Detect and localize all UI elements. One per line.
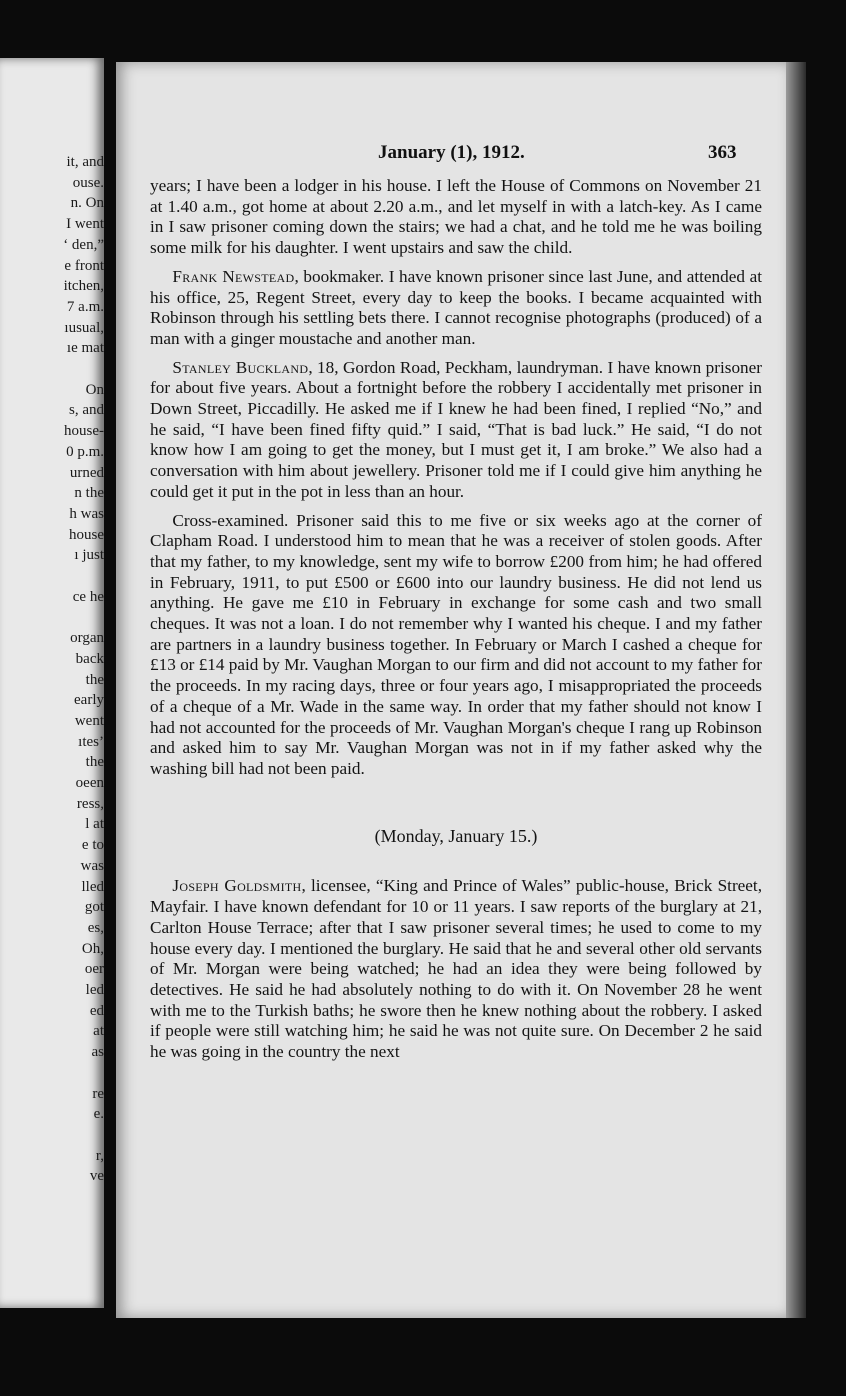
left-page-fragment: led (85, 982, 104, 998)
left-page-fragment: ıtes’ (78, 733, 104, 750)
paragraph (150, 876, 762, 1062)
left-page-fragment: ouse. (72, 174, 104, 191)
left-page-fragment: went (74, 712, 104, 729)
left-page-fragment: h was (69, 505, 104, 522)
page-number: 363 (708, 142, 737, 163)
left-page-fragment: es, (87, 919, 104, 936)
left-page-fragment: ve (89, 1168, 104, 1185)
left-page-fragment: n. On (70, 195, 104, 212)
left-page-fragment: n the (74, 485, 104, 502)
left-page-fragment: I went (66, 216, 104, 233)
left-page-fragment: organ (70, 630, 104, 647)
left-page-fragment: oeen (75, 775, 104, 791)
paragraph (150, 358, 762, 503)
left-page-fragment: got (84, 899, 104, 916)
left-page-fragment: back (75, 650, 104, 667)
left-page-fragment: at (93, 1023, 104, 1040)
left-page-fragment: ıe mat (66, 340, 104, 357)
running-header (116, 142, 786, 164)
left-page-fragment: ed (89, 1002, 104, 1019)
left-page-fragment: the (85, 671, 104, 688)
left-page-fragment: e front (64, 257, 104, 274)
paragraph (150, 267, 762, 350)
left-page-fragment: e to (81, 837, 104, 854)
left-page-fragment: ress, (76, 795, 104, 812)
left-page-fragment: ı just (74, 547, 104, 564)
witness-name: Joseph Goldsmith (172, 876, 302, 896)
page-title: January (1), 1912. (378, 142, 525, 163)
left-page-fragment: urned (69, 464, 104, 481)
left-page-fragment: lled (81, 878, 104, 895)
left-page-fragment: s, and (69, 402, 104, 419)
left-page-fragment: 0 p.m. (66, 443, 104, 460)
left-page-fragment: oer (84, 961, 104, 978)
witness-name: Stanley Buckland (172, 357, 309, 377)
left-page-fragment: it, and (66, 154, 104, 170)
body-text (150, 176, 762, 1071)
paragraph: Cross-examined. Prisoner said this to me five or six weeks ago at the corner of Clapham Road. I understood him to mean that he was a receiver of stolen goods. After that my father, to my knowledge, sent my wife to borrow £200 from him; he had offered in February, 1911, to put £500 or £600 into our laundry business. He did not lend us anything. He gave me £10 in February in exchange for some cash and two small cheques. It was not a loan. I do not remember why I wanted his cheque. I and my father are partners in a laundry business together. In February or March I cashed a cheque for £13 or £14 paid by Mr. Vaughan Morgan to our firm and did not account to my father for the proceeds. In my racing days, three or four years ago, I misappropriated the proceeds of a cheque of a Mr. Wade in the same way. In order that my father should not know I had not accounted for the proceeds of Mr. Vaughan Morgan's cheque I rang up Robinson and asked him to say Mr. Vaughan Morgan was not in if my father asked why the washing bill had not been paid. (150, 510, 762, 778)
page-fore-edge (786, 62, 806, 1318)
left-page-fragment: ‘ den,” (63, 236, 104, 253)
left-page-fragment: was (80, 857, 104, 874)
left-page-fragment: r, (95, 1147, 104, 1164)
left-page-fragment: ıusual, (64, 319, 104, 336)
left-page-fragment: house- (64, 423, 104, 440)
witness-name: Frank Newstead (172, 266, 295, 286)
left-page-fragment: 7 a.m. (66, 298, 104, 315)
testimony-text: , licensee, “King and Prince of Wales” public-house, Brick Street, Mayfair. I have known defendant for 10 or 11 years. I saw reports of the burglary at 21, Carlton House Terrace; after that I saw prisoner several times; he used to come to my house every day. I mentioned the burglary. He said that he and several other old servants of Mr. Morgan were being watched; he had an idea they were being followed by detectives. He said he had absolutely nothing to do with it. On November 28 he went with me to the Turkish baths; he swore then he knew nothing about the robbery. I asked if people were still watching him; he said he was not quite sure. On December 2 he said he was going in the country the next (150, 876, 762, 1062)
left-page-fragment: On (85, 381, 104, 398)
left-page-fragment: house (69, 526, 104, 543)
left-page-fragment: re (92, 1085, 104, 1102)
left-page-fragment: l at (85, 816, 104, 833)
left-page-fragment: ce he (72, 588, 104, 605)
testimony-text: , 18, Gordon Road, Peckham, laundryman. I have known prisoner for about five years. About a fortnight before the robbery I accidentally met prisoner in Down Street, Piccadilly. He asked me if I knew he had been fined, I replied “No,” and he said, “I have been fined fifty quid.” I said, “That is bad luck.” He said, “I do not know how I am going to get the money, but I must get it, I am broke.” We also had a conversation with him about jewellery. Prisoner told me if I could give him anything he could get it put in the pot in less than an hour. (150, 357, 762, 501)
paragraph: years; I have been a lodger in his house. I left the House of Commons on November 21 at 1.40 a.m., got home at about 2.20 a.m., and let myself in with a latch-key. As I came in I saw prisoner coming down the stairs; we had a chat, and he told me he was boiling some milk for his daughter. I went upstairs and saw the child. (150, 176, 762, 258)
left-page-edge (0, 58, 104, 1308)
document-page (116, 62, 786, 1318)
left-page-fragment: early (74, 692, 104, 709)
date-heading: (Monday, January 15.) (374, 825, 538, 846)
left-page-fragment: the (85, 754, 104, 771)
left-page-fragment: e. (93, 1106, 104, 1123)
left-page-fragment: Oh, (81, 940, 104, 957)
left-page-fragment: itchen, (63, 278, 104, 295)
testimony-text: , bookmaker. I have known prisoner since last June, and attended at his office, 25, Regent Street, every day to keep the books. I became acquainted with Robinson through his settling bets there. I cannot recognise photographs (produced) of a man with a ginger moustache and another man. (150, 266, 762, 348)
left-page-fragment: as (91, 1044, 104, 1061)
